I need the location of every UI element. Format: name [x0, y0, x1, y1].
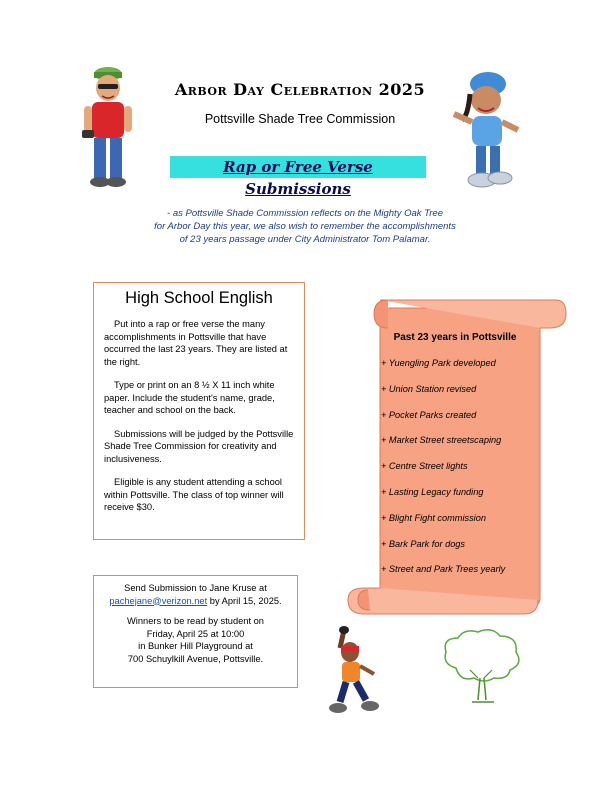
details-paragraph: Eligible is any student attending a school within Pottsville. The class of top winner will receive $30.	[104, 477, 284, 512]
details-paragraph: Type or print on an 8 ½ X 11 inch white paper. Include the student's name, grade, teacher and school on the back.	[104, 380, 275, 415]
submission-deadline: by April 15, 2025.	[207, 595, 282, 606]
email-link[interactable]: pachejane@verizon.net	[109, 595, 208, 606]
list-item: + Pocket Parks created	[381, 409, 477, 420]
intro-line: - as Pottsville Shade Commission reflects on the Mighty Oak Tree	[167, 208, 443, 219]
list-item: + Lasting Legacy funding	[381, 486, 484, 497]
page-title: Arbor Day Celebration 2025	[174, 80, 426, 99]
reading-line: 700 Schuylkill Avenue, Pottsville.	[127, 653, 264, 664]
submission-box	[93, 575, 298, 688]
boy-cartoon-illustration	[72, 66, 144, 190]
details-paragraph: Put into a rap or free verse the many accomplishments in Pottsville that have occurred the last 23 years. They are listed at the right.	[104, 319, 288, 367]
submission-line: Send Submission to Jane Kruse at	[124, 583, 267, 593]
list-item: + Bark Park for dogs	[381, 538, 466, 549]
list-item: + Union Station revised	[381, 383, 477, 394]
details-paragraph: Submissions will be judged by the Pottsville Shade Tree Commission for creativity and inclusiveness.	[104, 428, 294, 464]
intro-text	[120, 207, 490, 246]
submission-banner: Rap or Free Verse Submissions	[170, 156, 426, 178]
accomplishments-heading: Past 23 years in Pottsville	[393, 332, 517, 343]
dancer-cartoon-illustration	[322, 626, 384, 718]
intro-line: for Arbor Day this year, we also wish to remember the accomplishments	[154, 221, 456, 232]
list-item: + Blight Fight commission	[381, 512, 486, 523]
list-item: + Yuengling Park developed	[381, 358, 496, 368]
reading-info	[100, 615, 291, 665]
page-subtitle: Pottsville Shade Tree Commission	[204, 112, 396, 126]
reading-line: Winners to be read by student on	[127, 616, 264, 626]
reading-line: Friday, April 25 at 10:00	[146, 628, 245, 639]
details-box	[93, 282, 305, 540]
reading-line: in Bunker Hill Playground at	[138, 641, 253, 651]
list-item: + Street and Park Trees yearly	[381, 564, 506, 575]
girl-cartoon-illustration	[448, 70, 524, 190]
accomplishments-list	[375, 332, 535, 590]
details-title: High School English	[125, 289, 273, 307]
list-item: + Centre Street lights	[381, 461, 468, 472]
submission-instructions	[100, 582, 291, 607]
intro-line: of 23 years passage under City Administrator Tom Palamar.	[179, 234, 431, 245]
tree-illustration	[436, 628, 526, 708]
list-item: + Market Street streetscaping	[381, 435, 502, 446]
